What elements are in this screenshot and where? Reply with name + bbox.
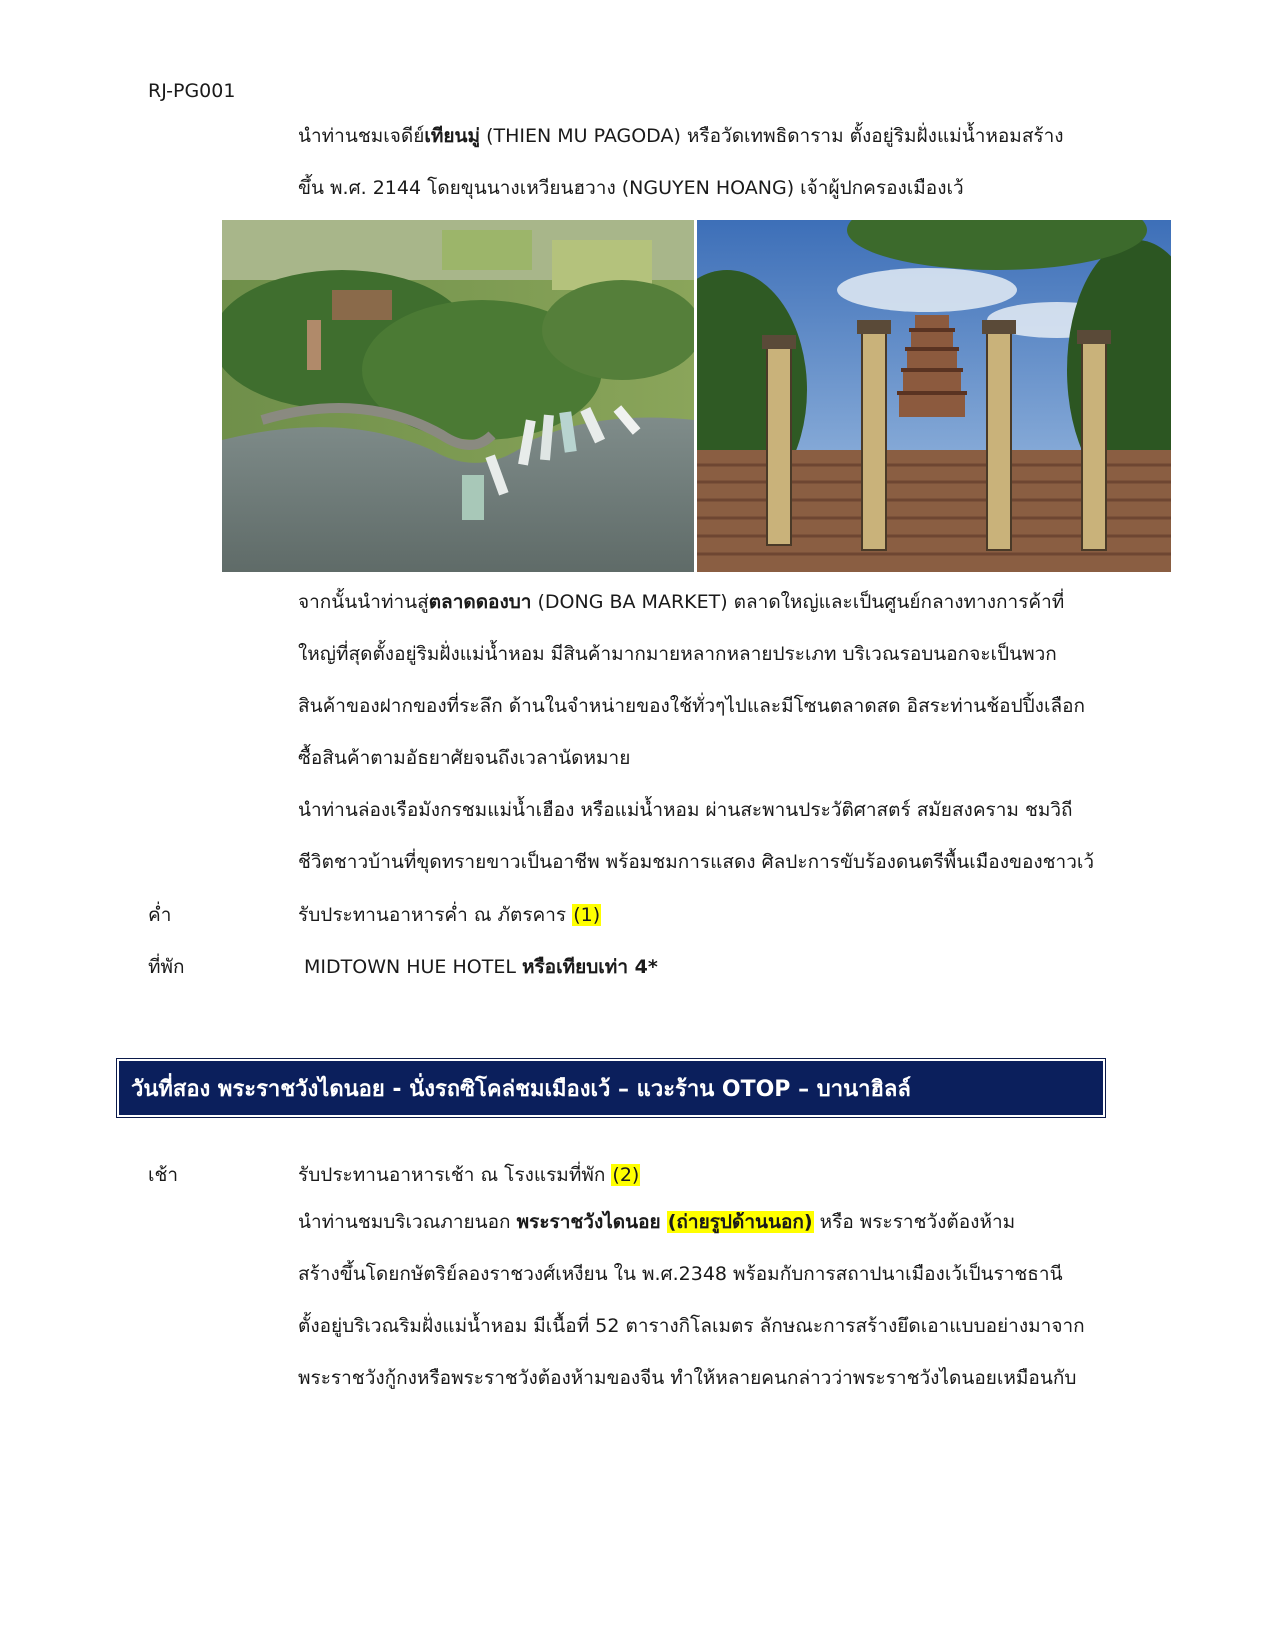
text: ชีวิตชาวบ้านที่ขุดทรายขาวเป็นอาชีพ พร้อมชมการแสดง ศิลปะการขับร้องดนตรีพื้นเมืองของชาวเว้ xyxy=(298,851,1095,873)
text: จากนั้นนำท่านสู่ xyxy=(298,591,429,613)
dinner-line xyxy=(298,900,601,930)
aerial-pagoda-photo xyxy=(222,220,694,572)
hotel-stars: 4* xyxy=(628,956,658,978)
text: นำท่านชมบริเวณภายนอก xyxy=(298,1211,517,1233)
thien-mu-paragraph xyxy=(298,110,1178,214)
text: รับประทานอาหารค่ำ ณ ภัตรคาร xyxy=(298,904,573,926)
dai-noi-name: พระราชวังไดนอย xyxy=(516,1211,661,1233)
hotel-name: MIDTOWN HUE HOTEL xyxy=(304,956,522,978)
text: นำท่านล่องเรือมังกรชมแม่น้ำเฮือง หรือแม่น้ำหอม ผ่านสะพานประวัติศาสตร์ สมัยสงคราม ชมวิถี xyxy=(298,799,1073,821)
photo-row xyxy=(222,220,1171,572)
text: (DONG BA MARKET) ตลาดใหญ่และเป็นศูนย์กลางทางการค้าที่ xyxy=(531,591,1065,613)
text: สินค้าของฝากของที่ระลึก ด้านในจำหน่ายของใช้ทั่วๆไปและมีโซนตลาดสด อิสระท่านช้อปปิ้งเลือก xyxy=(298,695,1086,717)
text: ซื้อสินค้าตามอัธยาศัยจนถึงเวลานัดหมาย xyxy=(298,747,631,769)
dai-noi-paragraph xyxy=(298,1196,1178,1404)
text: สร้างขึ้นโดยกษัตริย์ลองราชวงศ์เหงียน ใน พ.ศ.2348 พร้อมกับการสถาปนาเมืองเว้เป็นราชธานี xyxy=(298,1263,1063,1285)
breakfast-label: เช้า xyxy=(148,1164,179,1186)
or-similar: หรือเทียบเท่า xyxy=(521,956,628,978)
thien-mu-name: เทียนมู่ xyxy=(424,125,481,147)
text: พระราชวังกู้กงหรือพระราชวังต้องห้ามของจีน ทำให้หลายคนกล่าวว่าพระราชวังไดนอยเหมือนกับ xyxy=(298,1367,1077,1389)
dinner-label: ค่ำ xyxy=(148,904,172,926)
hotel-line xyxy=(304,952,658,982)
day-two-header xyxy=(116,1058,1106,1118)
document-code: RJ-PG001 xyxy=(148,80,236,102)
dong-ba-paragraph xyxy=(298,576,1178,888)
pagoda-stairs-photo xyxy=(697,220,1171,572)
text: ใหญ่ที่สุดตั้งอยู่ริมฝั่งแม่น้ำหอม มีสินค้ามากมายหลากหลายประเภท บริเวณรอบนอกจะเป็นพวก xyxy=(298,643,1057,665)
dong-ba-name: ตลาดดองบา xyxy=(428,591,532,613)
text: นำท่านชมเจดีย์ xyxy=(298,125,425,147)
meal-number-badge: (1) xyxy=(573,904,601,926)
text: (THIEN MU PAGODA) หรือวัดเทพธิดาราม ตั้งอยู่ริมฝั่งแม่น้ำหอมสร้าง xyxy=(480,125,1064,147)
photo-outside-note: (ถ่ายรูปด้านนอก) xyxy=(667,1211,813,1233)
breakfast-line xyxy=(298,1160,640,1190)
day-two-title: วันที่สอง พระราชวังไดนอย - นั่งรถซิโคล่ชมเมืองเว้ – แวะร้าน OTOP – บานาฮิลล์ xyxy=(119,1061,1103,1115)
hotel-label: ที่พัก xyxy=(148,956,185,978)
text: ขึ้น พ.ศ. 2144 โดยขุนนางเหวียนฮวาง (NGUYEN HOANG) เจ้าผู้ปกครองเมืองเว้ xyxy=(298,177,964,199)
text: ตั้งอยู่บริเวณริมฝั่งแม่น้ำหอม มีเนื้อที่ 52 ตารางกิโลเมตร ลักษณะการสร้างยึดเอาแบบอย่างมาจาก xyxy=(298,1315,1085,1337)
text: รับประทานอาหารเช้า ณ โรงแรมที่พัก xyxy=(298,1164,612,1186)
text: หรือ พระราชวังต้องห้าม xyxy=(813,1211,1016,1233)
meal-number-badge: (2) xyxy=(612,1164,640,1186)
